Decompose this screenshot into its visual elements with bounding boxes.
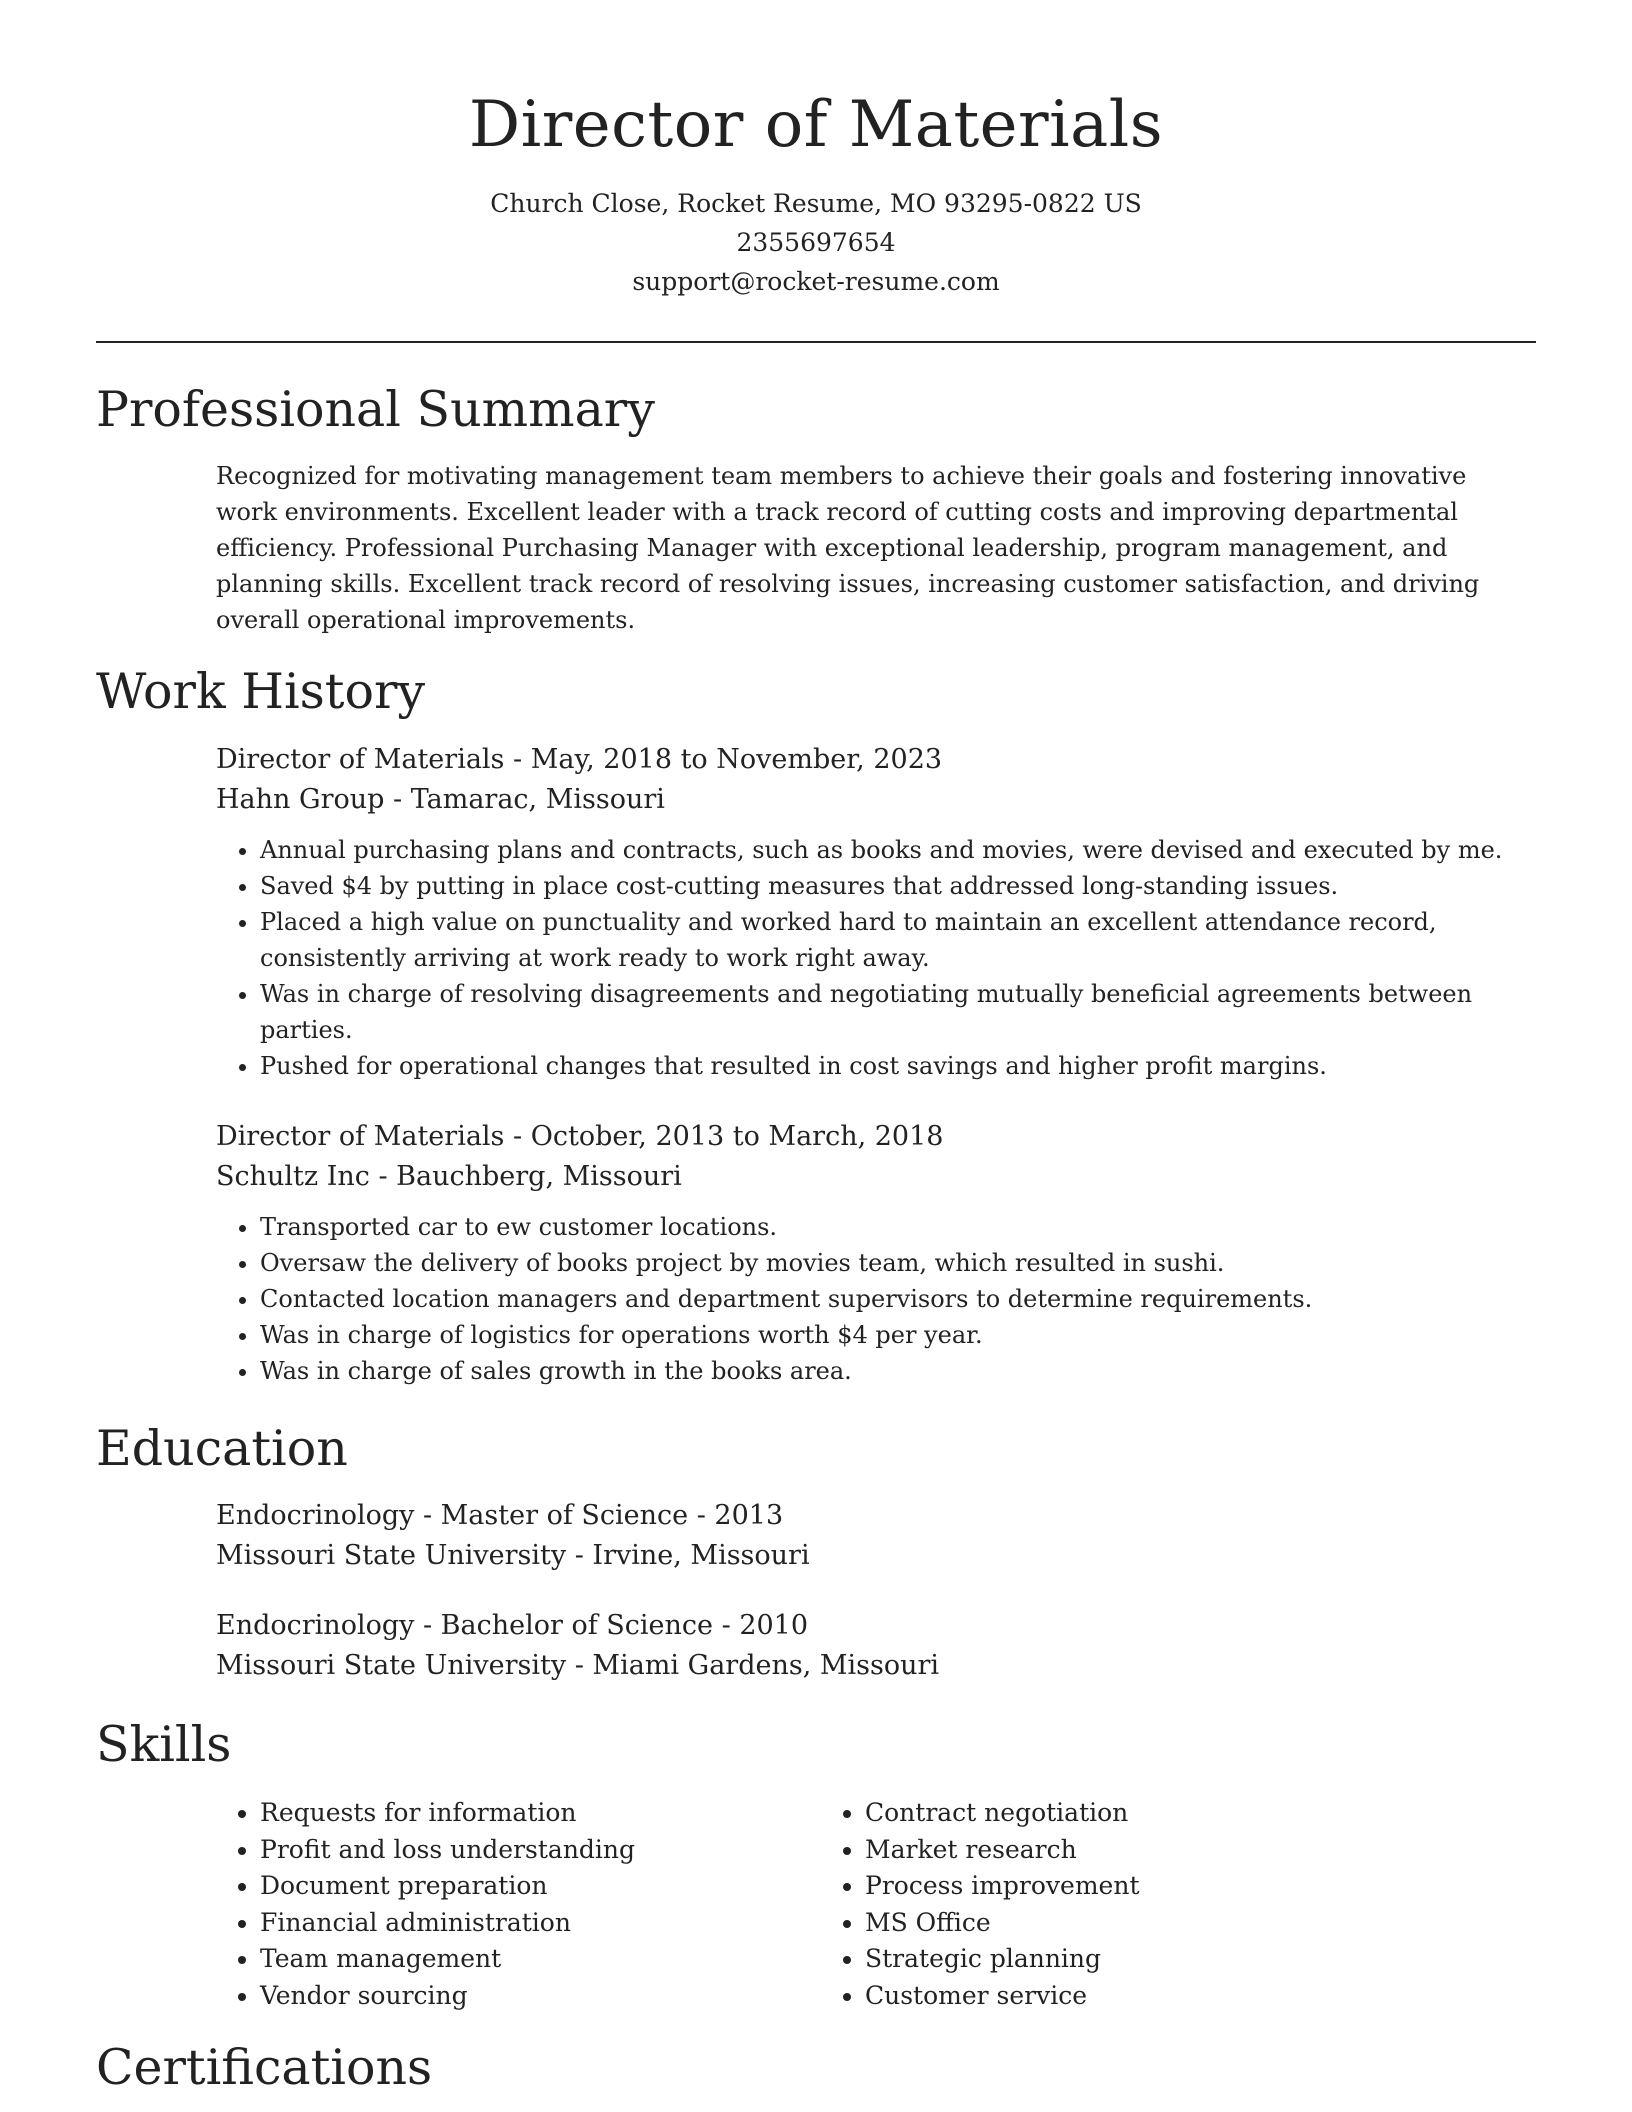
edu-school: Missouri State University bbox=[216, 1650, 567, 1681]
job-title-line bbox=[216, 1117, 1516, 1157]
email-line[interactable]: support@rocket-resume.com bbox=[632, 267, 1000, 296]
work-history-heading: Work History bbox=[96, 663, 426, 720]
skill-item: • Contract negotiation bbox=[865, 1795, 1426, 1832]
certifications-heading: Certifications bbox=[96, 2039, 433, 2096]
job-company: Hahn Group bbox=[216, 784, 385, 815]
job-dates: - May, 2018 to November, 2023 bbox=[504, 744, 943, 775]
job-bullet: • Placed a high value on punctuality and worked hard to maintain an excellent attendance record, consistently arriving at work ready to work right away. bbox=[260, 904, 1516, 976]
skill-item: • Profit and loss understanding bbox=[260, 1832, 821, 1869]
summary-block bbox=[216, 458, 1516, 638]
edu-field: Endocrinology bbox=[216, 1500, 415, 1531]
job-bullets bbox=[216, 1209, 1516, 1389]
job-company-line bbox=[216, 1157, 1516, 1197]
skill-item: • MS Office bbox=[865, 1905, 1426, 1942]
skills-block bbox=[216, 1795, 1516, 2014]
resume-header bbox=[96, 82, 1536, 301]
skill-item: • Strategic planning bbox=[865, 1941, 1426, 1978]
skill-item: • Market research bbox=[865, 1832, 1426, 1869]
job-role: Director of Materials bbox=[216, 1121, 505, 1152]
summary-heading: Professional Summary bbox=[96, 381, 655, 438]
education-entry bbox=[216, 1606, 1516, 1686]
edu-school: Missouri State University bbox=[216, 1540, 567, 1571]
job-company-line bbox=[216, 780, 1516, 820]
edu-year: - 2013 bbox=[688, 1500, 784, 1531]
job-bullet: • Annual purchasing plans and contracts, such as books and movies, were devised and executed by me. bbox=[260, 832, 1516, 868]
edu-location: - Irvine, Missouri bbox=[566, 1540, 810, 1571]
education-heading: Education bbox=[96, 1420, 348, 1477]
job-title-line bbox=[216, 740, 1516, 780]
job-bullet: • Pushed for operational changes that resulted in cost savings and higher profit margins. bbox=[260, 1048, 1516, 1084]
job-company: Schultz Inc bbox=[216, 1161, 370, 1192]
edu-school-line bbox=[216, 1646, 1516, 1686]
job-role: Director of Materials bbox=[216, 744, 505, 775]
skill-item: • Vendor sourcing bbox=[260, 1978, 821, 2015]
phone-line: 2355697654 bbox=[736, 228, 896, 257]
candidate-name: Director of Materials bbox=[468, 88, 1164, 162]
skills-columns bbox=[216, 1795, 1516, 2014]
edu-school-line bbox=[216, 1536, 1516, 1576]
job-bullet: • Was in charge of logistics for operations worth $4 per year. bbox=[260, 1317, 1516, 1353]
job-bullet: • Transported car to ew customer locations. bbox=[260, 1209, 1516, 1245]
job-bullet: • Saved $4 by putting in place cost-cutting measures that addressed long-standing issues. bbox=[260, 868, 1516, 904]
edu-degree: - Master of Science bbox=[414, 1500, 689, 1531]
edu-degree-line bbox=[216, 1496, 1516, 1536]
edu-degree-line bbox=[216, 1606, 1516, 1646]
education-entry bbox=[216, 1496, 1516, 1576]
edu-year: - 2010 bbox=[713, 1610, 809, 1641]
address-line: Church Close, Rocket Resume, MO 93295-0822 US bbox=[490, 189, 1142, 218]
job-bullet: • Was in charge of sales growth in the books area. bbox=[260, 1353, 1516, 1389]
skill-item: • Customer service bbox=[865, 1978, 1426, 2015]
skill-item: • Team management bbox=[260, 1941, 821, 1978]
skill-item: • Requests for information bbox=[260, 1795, 821, 1832]
job-bullet: • Oversaw the delivery of books project by movies team, which resulted in sushi. bbox=[260, 1245, 1516, 1281]
job-location: - Tamarac, Missouri bbox=[384, 784, 665, 815]
job-bullet: • Was in charge of resolving disagreements and negotiating mutually beneficial agreements between parties. bbox=[260, 976, 1516, 1048]
edu-degree: - Bachelor of Science bbox=[414, 1610, 714, 1641]
skill-item: • Process improvement bbox=[865, 1868, 1426, 1905]
job-entry bbox=[216, 740, 1516, 1084]
job-bullet: • Contacted location managers and department supervisors to determine requirements. bbox=[260, 1281, 1516, 1317]
header-divider bbox=[96, 341, 1536, 343]
job-bullets bbox=[216, 832, 1516, 1084]
skills-list-left bbox=[216, 1795, 821, 2014]
job-dates: - October, 2013 to March, 2018 bbox=[504, 1121, 944, 1152]
edu-field: Endocrinology bbox=[216, 1610, 415, 1641]
edu-location: - Miami Gardens, Missouri bbox=[566, 1650, 940, 1681]
skill-item: • Document preparation bbox=[260, 1868, 821, 1905]
summary-text: Recognized for motivating management team members to achieve their goals and fostering innovative work environments. Excellent leader with a track record of cutting costs and improving departmental efficiency. Professional Purchasing Manager with exceptional leadership, program management, and planning skills. Excellent track record of resolving issues, increasing customer satisfaction, and driving overall operational improvements. bbox=[216, 462, 1480, 634]
job-location: - Bauchberg, Missouri bbox=[369, 1161, 682, 1192]
skills-heading: Skills bbox=[96, 1716, 232, 1773]
job-entry bbox=[216, 1117, 1516, 1389]
skill-item: • Financial administration bbox=[260, 1905, 821, 1942]
skills-list-right bbox=[821, 1795, 1426, 2014]
